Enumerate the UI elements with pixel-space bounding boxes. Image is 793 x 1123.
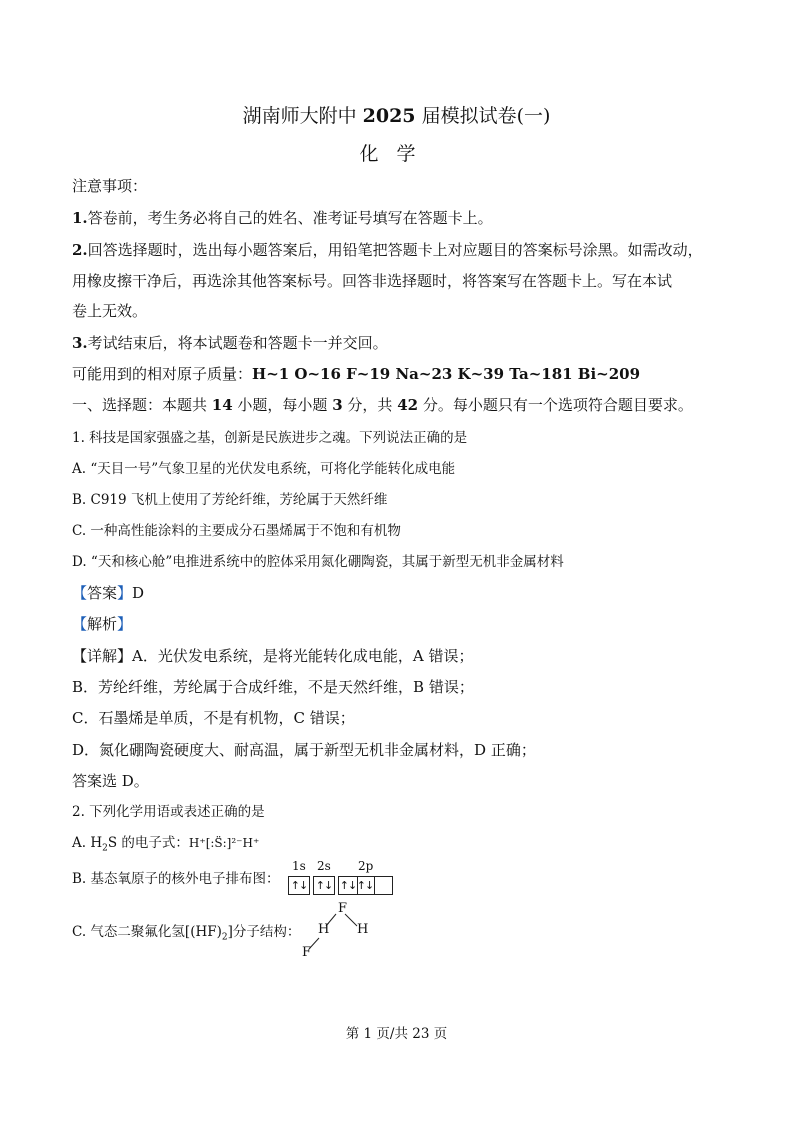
q1-answer: 【答案】D [72, 584, 145, 602]
q2-option-a: A. $H_2S$ 的电子式：H⁺[:S̈:]²⁻H⁺ [72, 835, 260, 854]
orbital-label-2s: 2s [317, 859, 331, 873]
q2-option-c: C. 气态二聚氟化氢$[(HF)_2]$分子结构： [72, 924, 301, 943]
notice-heading: 注意事项： [72, 177, 148, 195]
orbital-box-2p-1: ↑↓ [338, 876, 358, 895]
q1-option-b: B. C919 飞机上使用了芳纶纤维，芳纶属于天然纤维 [72, 492, 388, 508]
q1-detail-a: 【详解】A．光伏发电系统，是将光能转化成电能，A 错误； [72, 647, 474, 665]
q1-option-d: D. “天和核心舱”电推进系统中的腔体采用氮化硼陶瓷，其属于新型无机非金属材料 [72, 554, 564, 570]
page-footer: 第 1 页/共 23 页 [345, 1026, 448, 1042]
subject-title: 化学 [359, 143, 434, 165]
q1-option-c: C. 一种高性能涂料的主要成分石墨烯属于不饱和有机物 [72, 523, 401, 539]
q1-analysis-label: 【解析】 [72, 615, 133, 633]
q2-option-b: B. 基态氧原子的核外电子排布图： [72, 871, 280, 887]
atom-h-left: H [318, 922, 330, 937]
orbital-box-1s: ↑↓ [288, 876, 310, 895]
orbital-box-2s: ↑↓ [313, 876, 335, 895]
orbital-label-2p: 2p [358, 859, 374, 873]
q2-stem: 2. 下列化学用语或表述正确的是 [72, 804, 265, 820]
orbital-box-2p-2: ↑↓ [356, 876, 375, 895]
notice-item-2-line2: 用橡皮擦干净后，再选涂其他答案标号。回答非选择题时，将答案写在答题卡上。写在本试 [72, 272, 673, 290]
q1-detail-c: C．石墨烯是单质，不是有机物，C 错误； [72, 709, 355, 727]
exam-title: 湖南师大附中 2025 届模拟试卷(一) [242, 105, 551, 127]
orbital-label-1s: 1s [292, 859, 306, 873]
q1-option-a: A. “天目一号”气象卫星的光伏发电系统，可将化学能转化成电能 [72, 461, 456, 477]
q1-stem: 1. 科技是国家强盛之基，创新是民族进步之魂。下列说法正确的是 [72, 430, 468, 446]
atom-f-bottom: F [302, 945, 312, 960]
atom-f-top: F [338, 901, 348, 916]
section-heading: 一、选择题：本题共 14 小题，每小题 3 分，共 42 分。每小题只有一个选项符合题目要求。 [72, 396, 693, 414]
q1-detail-d: D．氮化硼陶瓷硬度大、耐高温，属于新型无机非金属材料，D 正确； [72, 741, 536, 759]
q1-detail-b: B．芳纶纤维，芳纶属于合成纤维，不是天然纤维，B 错误； [72, 678, 474, 696]
atomic-masses: 可能用到的相对原子质量：H~1 O~16 F~19 Na~23 K~39 Ta~181 Bi~209 [72, 365, 641, 383]
notice-item-2-line3: 卷上无效。 [72, 302, 148, 320]
notice-item-1: 1.答卷前，考生务必将自己的姓名、准考证号填写在答题卡上。 [72, 209, 493, 227]
orbital-box-2p-3 [374, 876, 393, 895]
notice-item-3: 3.考试结束后，将本试题卷和答题卡一并交回。 [72, 334, 388, 352]
q1-conclusion: 答案选 D。 [72, 772, 149, 790]
atom-h-right: H [357, 922, 369, 937]
notice-item-2: 2.回答选择题时，选出每小题答案后，用铅笔把答题卡上对应题目的答案标号涂黑。如需改动， [72, 241, 703, 259]
